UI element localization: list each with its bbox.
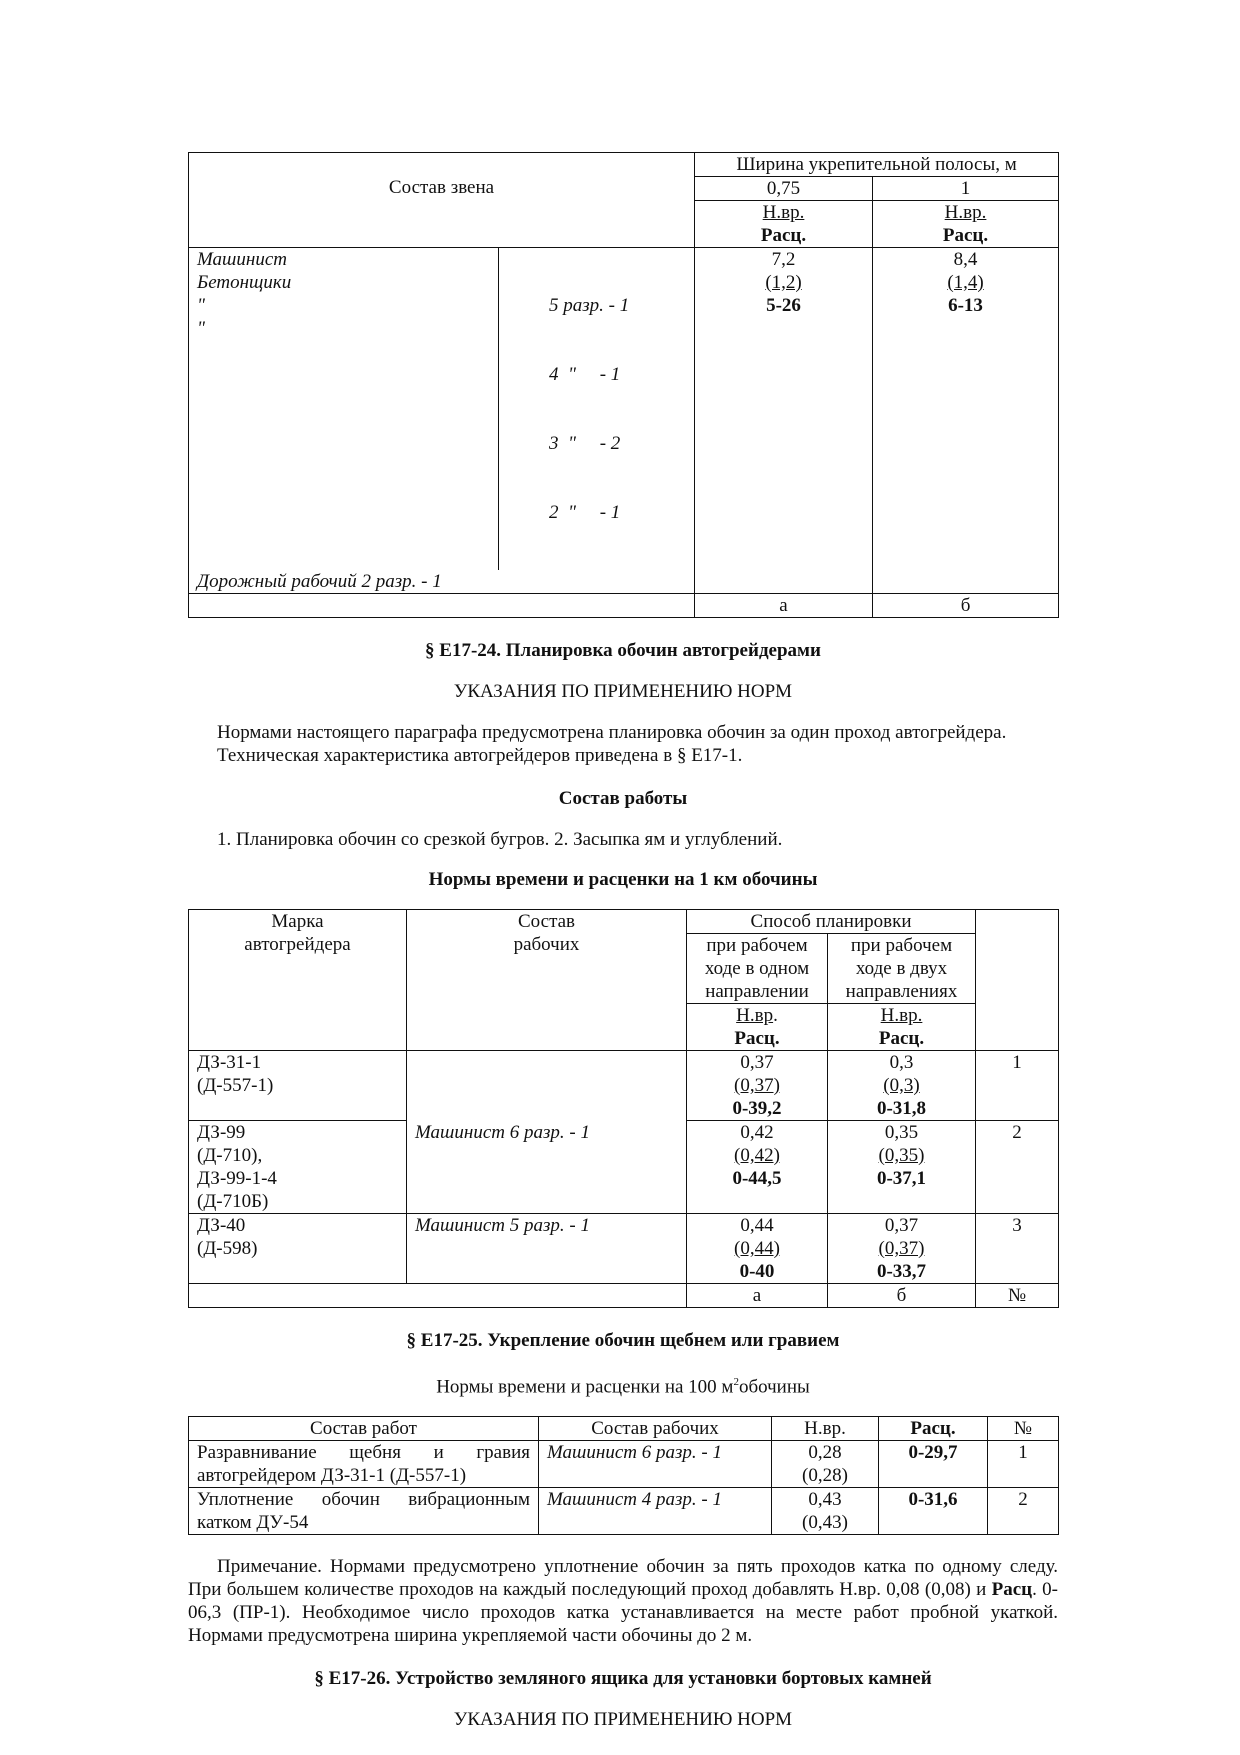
nvr-cell-1: 0,28 (0,28) [772,1441,879,1488]
work-composition-title: Состав работы [558,788,688,809]
norm-a: 7,2 (1,2) 5-26 [695,248,873,594]
norms-title-24: Нормы времени и расценки на 1 км обочины [428,869,818,890]
header-number-3: № [988,1417,1059,1441]
header-norm-two: Н.вр. Расц. [828,1004,976,1051]
col-index-b-2: б [828,1284,976,1308]
gravel-norms-table [188,1416,1059,1535]
col-index-n-2: № [976,1284,1059,1308]
row-number-2: 2 [976,1121,1059,1214]
work-cell-2: Уплотнение обочин вибрационным катком ДУ-54 [189,1488,539,1535]
norm-one-2: 0,42 (0,42) 0-44,5 [687,1121,828,1214]
crew-worker-last: Дорожный рабочий 2 разр. - 1 [189,570,695,594]
workers-cell-6: Машинист 6 разр. - 1 [407,1051,687,1214]
header-width: Ширина укрепительной полосы, м [695,153,1059,177]
header-workers-3: Состав рабочих [539,1417,772,1441]
header-width-075: 0,75 [695,177,873,201]
col-index-a: а [695,594,873,618]
grader-model-1: ДЗ-31-1 (Д-557-1) [189,1051,407,1121]
work-composition-text: 1. Планировка обочин со срезкой бугров. 2. Засыпка ям и углублений. [217,829,783,850]
document-page [188,150,1058,1732]
nvr-cell-2: 0,43 (0,43) [772,1488,879,1535]
header-grader: Марка автогрейдера [189,910,407,1051]
header-workers: Состав рабочих [407,910,687,1051]
workers-cell-3-1: Машинист 6 разр. - 1 [539,1441,772,1488]
header-rasc-3: Расц. [879,1417,988,1441]
work-cell-1: Разравнивание щебня и гравия автогрейдером ДЗ-31-1 (Д-557-1) [189,1441,539,1488]
paragraph-24-2: Техническая характеристика автогрейдеров приведена в § Е17-1. [217,745,743,766]
number-cell-1: 1 [988,1441,1059,1488]
col-index-b: б [873,594,1059,618]
header-width-1: 1 [873,177,1059,201]
rasc-cell-1: 0-29,7 [879,1441,988,1488]
grader-model-3: ДЗ-40 (Д-598) [189,1214,407,1284]
section-title-25: § Е17-25. Укрепление обочин щебнем или гравием [406,1330,840,1351]
crew-ranks: 5 разр. - 1 4 " - 1 3 " - 2 2 " - 1 [499,248,695,571]
norm-two-2: 0,35 (0,35) 0-37,1 [828,1121,976,1214]
col-index-a-2: а [687,1284,828,1308]
header-method: Способ планировки [687,910,976,934]
header-number-empty [976,910,1059,1051]
guide-heading-26: УКАЗАНИЯ ПО ПРИМЕНЕНИЮ НОРМ [453,1709,793,1731]
header-norm-a: Н.вр. Расц. [695,201,873,248]
header-norm-b: Н.вр. Расц. [873,201,1059,248]
rasc-cell-2: 0-31,6 [879,1488,988,1535]
header-nvr-3: Н.вр. [772,1417,879,1441]
grader-model-2: ДЗ-99 (Д-710), ДЗ-99-1-4 (Д-710Б) [189,1121,407,1214]
guide-heading-24: УКАЗАНИЯ ПО ПРИМЕНЕНИЮ НОРМ [453,681,793,702]
grader-norms-table [188,909,1059,1308]
header-crew: Состав звена [189,153,695,248]
row-number-3: 3 [976,1214,1059,1284]
number-cell-2: 2 [988,1488,1059,1535]
norm-one-1: 0,37 (0,37) 0-39,2 [687,1051,828,1121]
header-norm-one: Н.вр. Расц. [687,1004,828,1051]
norm-two-1: 0,3 (0,3) 0-31,8 [828,1051,976,1121]
crew-workers: Машинист Бетонщики " " [189,248,499,571]
workers-cell-3-2: Машинист 4 разр. - 1 [539,1488,772,1535]
col-index-empty [189,594,695,618]
norms-title-25: Нормы времени и расценки на 100 $м^2обочины$ [436,1376,810,1398]
norm-b: 8,4 (1,4) 6-13 [873,248,1059,594]
norm-two-3: 0,37 (0,37) 0-33,7 [828,1214,976,1284]
note-paragraph: Примечание. Нормами предусмотрено уплотнение обочин за пять проходов катка по одному следу. При большем количестве проходов на каждый последующий проход добавлять Н.вр. 0,08 (0,08) и Расц. 0-06,3 (ПР-1). Необходимое число проходов катка устанавливается на месте работ пробной укаткой. Нормами предусмотрена ширина укрепляемой части обочины до 2 м. [188,1556,1059,1647]
section-title-26: § Е17-26. Устройство земляного ящика для установки бортовых камней [314,1668,932,1690]
header-one-direction: при рабочем ходе в одном направлении [687,934,828,1004]
section-title-24: § Е17-24. Планировка обочин автогрейдерами [425,640,821,661]
row-number-1: 1 [976,1051,1059,1121]
crew-table [188,152,1059,618]
header-two-directions: при рабочем ходе в двух направлениях [828,934,976,1004]
paragraph-24-1: Нормами настоящего параграфа предусмотрена планировка обочин за один проход автогрейдера. [217,722,1007,743]
header-work: Состав работ [189,1417,539,1441]
norm-one-3: 0,44 (0,44) 0-40 [687,1214,828,1284]
workers-cell-5: Машинист 5 разр. - 1 [407,1214,687,1284]
col-index-empty-2 [189,1284,687,1308]
